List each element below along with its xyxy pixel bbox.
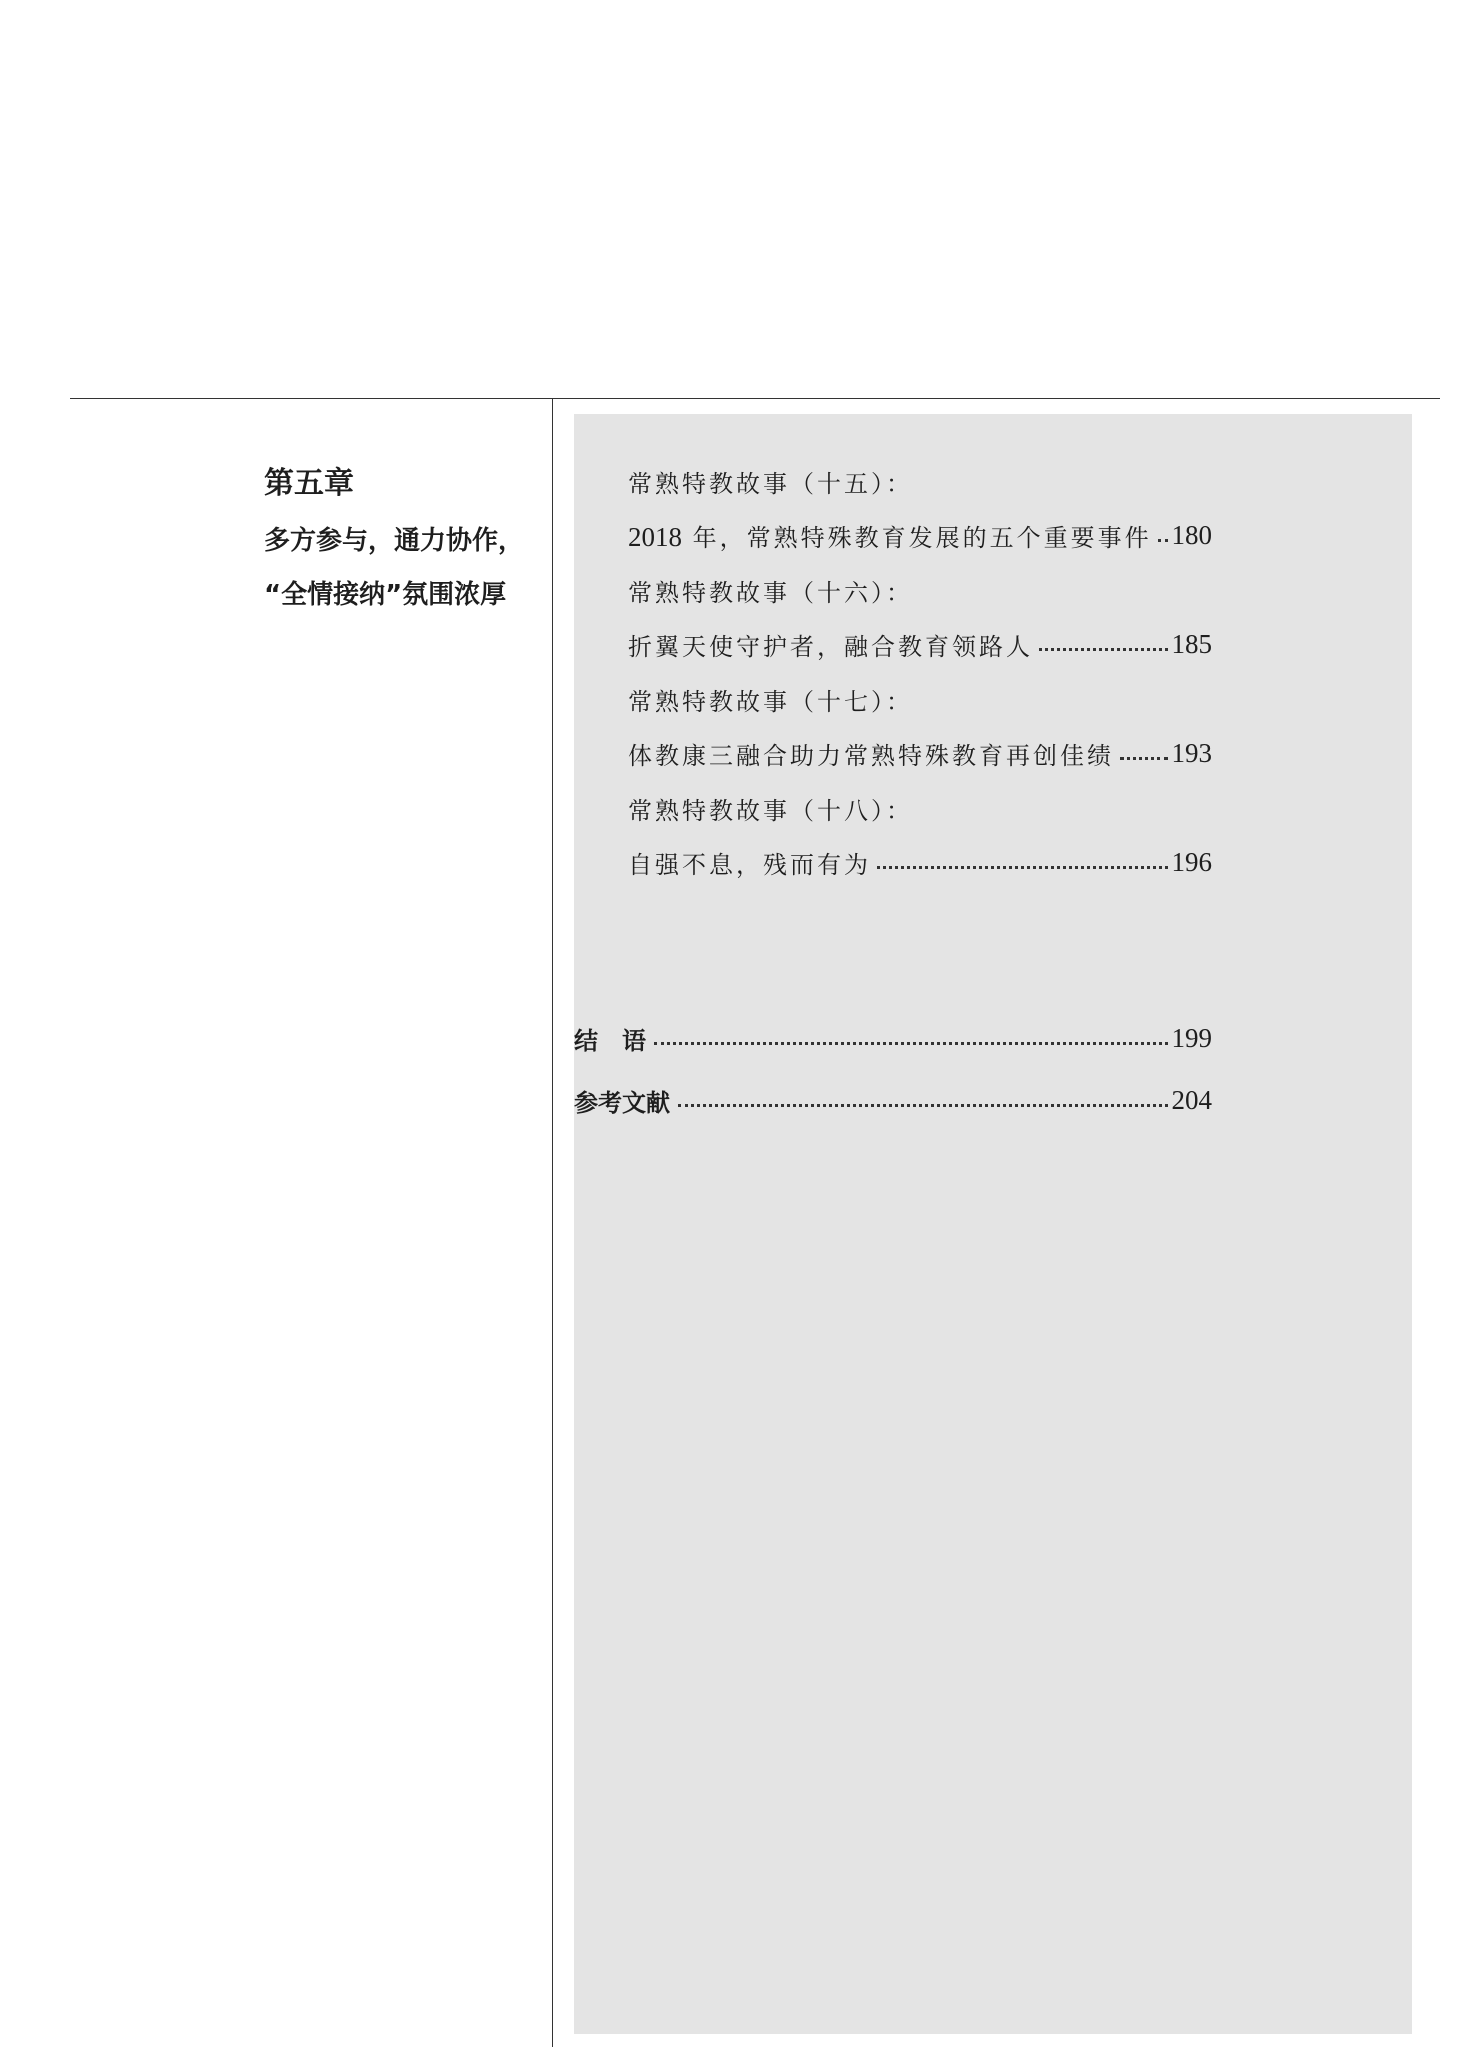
toc-entry-title-text: 自强不息，残而有为 <box>628 851 871 880</box>
toc-entry-title-text: 折翼天使守护者，融合教育领路人 <box>628 633 1033 662</box>
toc-entries <box>628 454 1212 890</box>
toc-entry-heading-text: 常熟特教故事（十八）： <box>628 796 913 825</box>
toc-entry-title[interactable] <box>628 509 1212 564</box>
chapter-title-line-2: “全情接纳”氛围浓厚 <box>264 580 507 610</box>
toc-entry-page: 180 <box>1171 520 1212 551</box>
chapter-title-line-1: 多方参与，通力协作， <box>264 526 525 556</box>
leader-dots <box>877 866 1168 869</box>
toc-entry-heading[interactable] <box>628 563 1212 618</box>
toc-entry-title[interactable] <box>628 727 1212 782</box>
toc-entry-title[interactable] <box>628 618 1212 673</box>
leader-dots <box>654 1042 1168 1045</box>
column-divider <box>552 398 553 2047</box>
toc-entry-heading[interactable] <box>628 672 1212 727</box>
toc-references[interactable] <box>574 1078 1212 1122</box>
toc-entry-title[interactable] <box>628 836 1212 891</box>
toc-entry-page: 196 <box>1171 847 1212 878</box>
toc-entry-title-text: 体教康三融合助力常熟特殊教育再创佳绩 <box>628 742 1114 771</box>
chapter-number: 第五章 <box>264 466 354 501</box>
toc-conclusion-page: 199 <box>1171 1022 1212 1053</box>
toc-entry-page: 193 <box>1171 738 1212 769</box>
toc-entry-heading-text: 常熟特教故事（十五）： <box>628 469 913 498</box>
toc-entry-page: 185 <box>1171 629 1212 660</box>
toc-conclusion[interactable] <box>574 1016 1212 1060</box>
toc-entry-title-text: 2018 年，常熟特殊教育发展的五个重要事件 <box>628 522 1152 553</box>
toc-entry-heading[interactable] <box>628 454 1212 509</box>
toc-entry-heading-text: 常熟特教故事（十六）： <box>628 578 913 607</box>
chapter-heading <box>264 462 544 622</box>
toc-entry-year: 2018 <box>628 522 682 553</box>
leader-dots <box>1039 648 1168 651</box>
toc-references-title: 参考文献 <box>574 1088 670 1117</box>
toc-entry-heading-text: 常熟特教故事（十七）： <box>628 687 913 716</box>
toc-entry-heading[interactable] <box>628 781 1212 836</box>
top-rule <box>70 398 1440 399</box>
toc-references-page: 204 <box>1171 1084 1212 1115</box>
leader-dots <box>1120 757 1168 760</box>
leader-dots <box>1158 539 1168 542</box>
toc-conclusion-title: 结 语 <box>574 1026 646 1055</box>
leader-dots <box>678 1104 1168 1107</box>
